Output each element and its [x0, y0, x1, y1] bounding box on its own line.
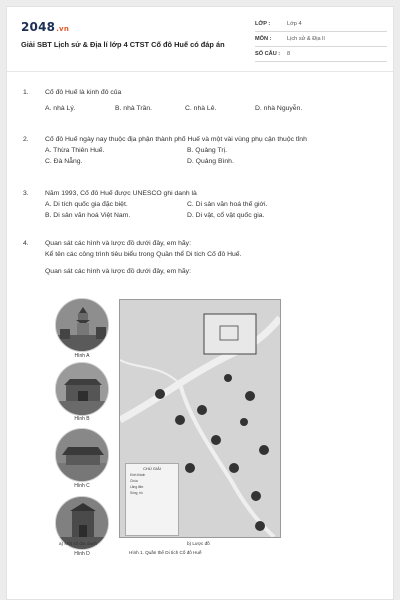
meta-row-count: SỐ CÂU : 8 — [255, 47, 387, 62]
question-3: 3. Năm 1993, Cố đô Huế được UNESCO ghi danh là A. Di tích quốc gia đặc biệt. C. Di sản văn hoá thế giới. B. Di sản văn hoá Việt Nam. D. Di vật, cổ vật quốc gia. — [23, 188, 379, 221]
caption-a: a) Một số địa danh — [59, 541, 98, 546]
question-2: 2. Cố đô Huế ngày nay thuộc địa phận thành phố Huế và một vài vùng phụ cận thuộc tỉnh A. Thừa Thiên Huế. B. Quảng Trị. C. Đà Nẵng. D. Quảng Bình. — [23, 134, 379, 167]
option-2a: A. Thừa Thiên Huế. — [45, 147, 105, 154]
caption-b: b) Lược đồ — [187, 541, 210, 546]
option-1a: A. nhà Lý. — [45, 105, 76, 112]
question-4: 4. Quan sát các hình và lược đồ dưới đây, em hãy: Kể tên các công trình tiêu biểu trong Quần thể Di tích Cố đô Huế. Quan sát các hình và lược đồ dưới đây, em hãy: — [23, 240, 242, 275]
document-sheet — [6, 6, 394, 600]
option-2b: B. Quảng Trị. — [187, 147, 228, 154]
map-legend: CHÚ GIẢI Kinh thành Chùa Lăng tẩm Sông, hồ — [125, 463, 179, 536]
figure-caption: Hình 1. Quần thể Di tích Cố đô Huế — [129, 550, 202, 555]
photo-a-pagoda-image — [55, 298, 109, 352]
meta-row-subject: MÔN : Lịch sử & Địa lí — [255, 32, 387, 47]
option-3a: A. Di tích quốc gia đặc biệt. — [45, 201, 128, 208]
option-2c: C. Đà Nẵng. — [45, 158, 83, 165]
option-2d: D. Quảng Bình. — [187, 158, 234, 165]
option-3c: C. Di sản văn hoá thế giới. — [187, 201, 268, 208]
option-1c: C. nhà Lê. — [185, 105, 217, 112]
option-3b: B. Di sản văn hoá Việt Nam. — [45, 212, 131, 219]
option-1b: B. nhà Trần. — [115, 105, 153, 112]
document-header — [7, 7, 393, 69]
hue-figure: Hình A Hình B Hình C Hình D CHÚ GIẢI Kinh thành Chùa Lăng tẩm Sông, hồ a) Một số địa danh b) Lược đồ Hình 1. Quần thể Di tích Cố đô Huế — [47, 288, 281, 558]
photo-c-temple-image — [55, 428, 109, 482]
site-logo[interactable]: 2048.vn — [21, 20, 70, 34]
photo-b-gate-image — [55, 362, 109, 416]
meta-row-grade: LỚP : Lớp 4 — [255, 17, 387, 32]
document-title: Giải SBT Lịch sử & Địa lí lớp 4 CTST Cố đô Huế có đáp án — [21, 40, 225, 49]
option-3d: D. Di vật, cổ vật quốc gia. — [187, 212, 265, 219]
question-1: 1. Cố đô Huế là kinh đô của A. nhà Lý. B. nhà Trần. C. nhà Lê. D. nhà Nguyễn. — [23, 87, 379, 114]
meta-table — [255, 17, 387, 62]
option-1d: D. nhà Nguyễn. — [255, 105, 303, 112]
header-divider — [7, 71, 393, 72]
